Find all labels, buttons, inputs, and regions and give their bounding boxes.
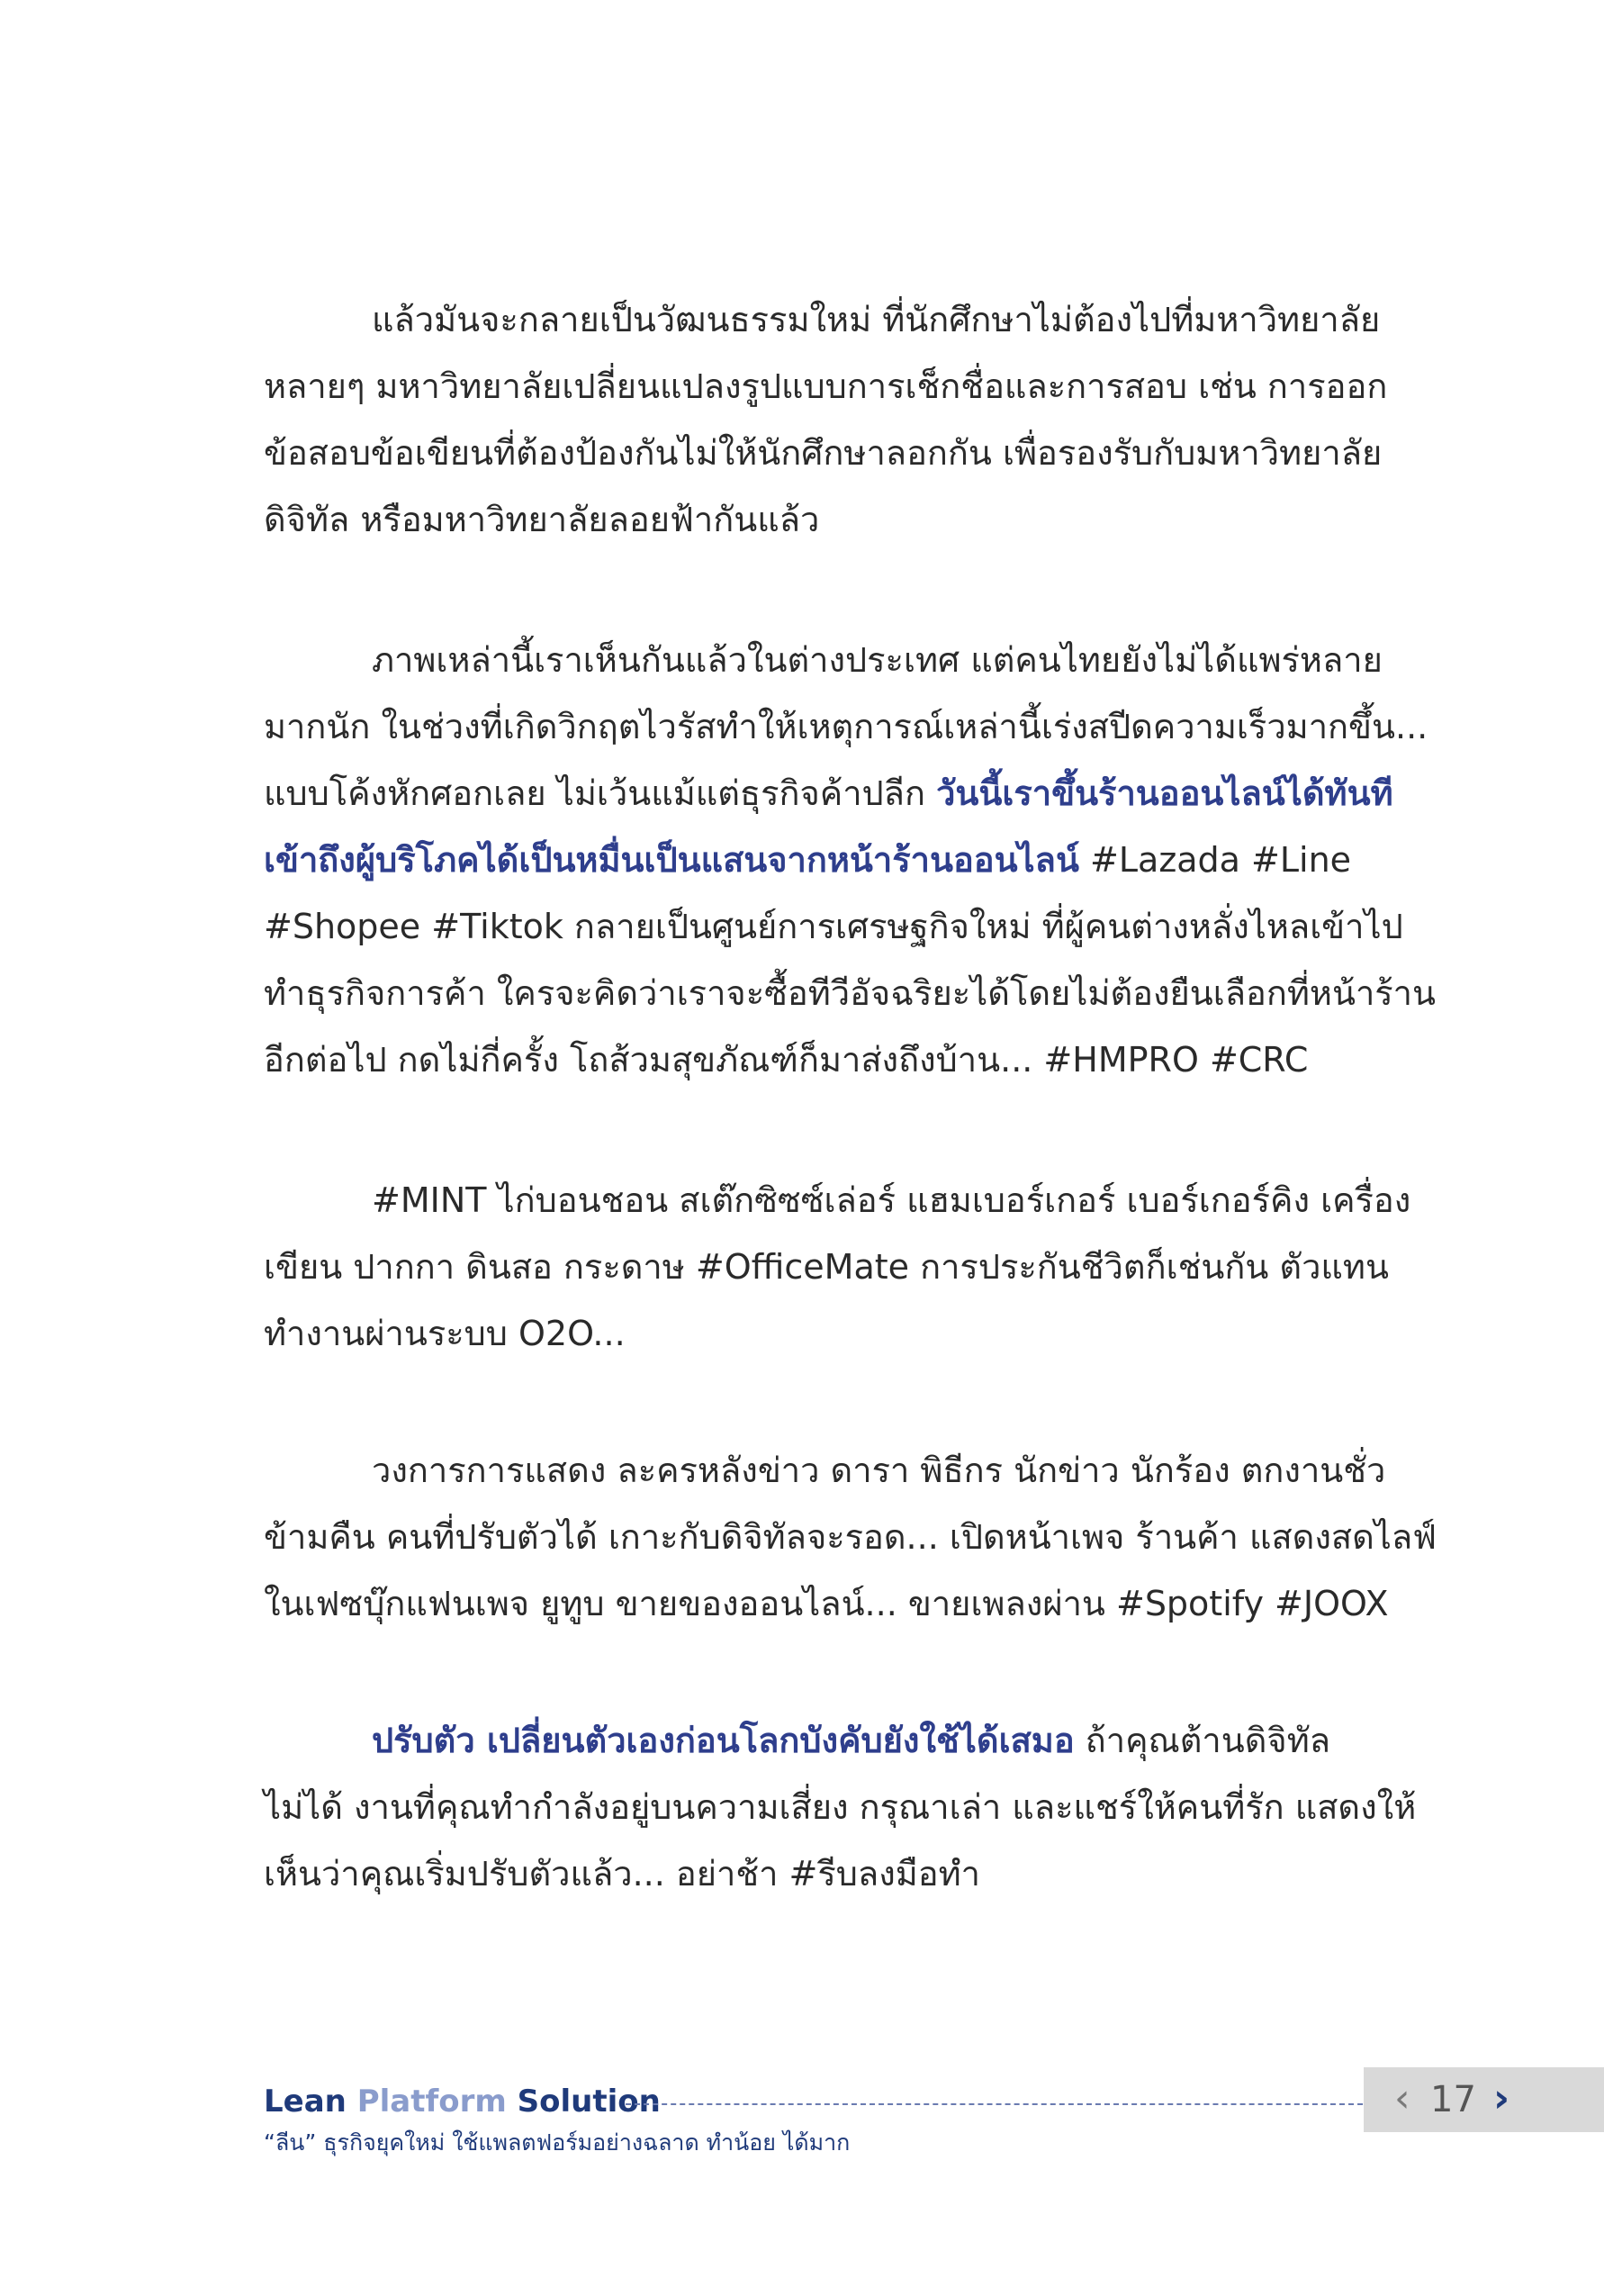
page-footer (264, 2067, 1604, 2157)
text-line: ข้ามคืน คนที่ปรับตัวได้ เกาะกับดิจิทัลจะรอด... เปิดหน้าเพจ ร้านค้า แสดงสดไลฟ์ (264, 1517, 1437, 1557)
brand-title (264, 2084, 661, 2120)
text-line: เขียน ปากกา ดินสอ กระดาษ #OfficeMate การประกันชีวิตก็เช่นกัน ตัวแทน (264, 1247, 1389, 1287)
paragraph-3 (264, 1167, 1410, 1367)
paragraph-1 (264, 286, 1387, 553)
text-line: ดิจิทัล หรือมหาวิทยาลัยลอยฟ้ากันแล้ว (264, 500, 820, 539)
chevron-left-icon[interactable]: ‹ (1394, 2075, 1410, 2121)
text-line (264, 760, 1436, 827)
chevron-right-icon[interactable]: › (1493, 2075, 1510, 2121)
text-line: มากนัก ในช่วงที่เกิดวิกฤตไวรัสทำให้เหตุการณ์เหล่านี้เร่งสปีดความเร็วมากขึ้น... (264, 707, 1428, 746)
page-navigator (1364, 2067, 1604, 2132)
paragraph-2 (264, 627, 1436, 1093)
text-line: ไม่ได้ งานที่คุณทำกำลังอยู่บนความเสี่ยง กรุณาเล่า และแชร์ให้คนที่รัก แสดงให้ (264, 1787, 1417, 1827)
text-line: ในเฟซบุ๊กแฟนเพจ ยูทูบ ขายของออนไลน์... ขายเพลงผ่าน #Spotify #JOOX (264, 1584, 1389, 1623)
text-line: #Shopee #Tiktok กลายเป็นศูนย์การเศรษฐกิจใหม่ ที่ผู้คนต่างหลั่งไหลเข้าไป (264, 907, 1403, 946)
text-line: ภาพเหล่านี้เราเห็นกันแล้วในต่างประเทศ แต่คนไทยยังไม่ได้แพร่หลาย (372, 640, 1383, 680)
text-segment: ถ้าคุณต้านดิจิทัล (1074, 1721, 1331, 1760)
text-line: ทำงานผ่านระบบ O2O... (264, 1314, 626, 1353)
text-line (264, 827, 1436, 893)
page-number: 17 (1430, 2079, 1476, 2120)
text-segment: #Lazada #Line (1078, 840, 1352, 880)
paragraph-4 (264, 1437, 1437, 1637)
brand-word-platform: Platform (356, 2084, 518, 2120)
text-line: เห็นว่าคุณเริ่มปรับตัวแล้ว... อย่าช้า #รีบลงมือทำ (264, 1854, 981, 1894)
emphasis-text: วันนี้เราขึ้นร้านออนไลน์ได้ทันที (936, 773, 1393, 813)
brand-tagline: “ลีน” ธุรกิจยุคใหม่ ใช้แพลตฟอร์มอย่างฉลาด ทำน้อย ได้มาก (264, 2129, 851, 2156)
text-line: #MINT ไก่บอนชอน สเต๊กซิซซ์เล่อร์ แฮมเบอร์เกอร์ เบอร์เกอร์คิง เครื่อง (372, 1180, 1411, 1220)
text-line: แล้วมันจะกลายเป็นวัฒนธรรมใหม่ ที่นักศึกษาไม่ต้องไปที่มหาวิทยาลัย (372, 300, 1381, 339)
brand-word-lean: Lean (264, 2084, 357, 2120)
text-line: อีกต่อไป กดไม่กี่ครั้ง โถส้วมสุขภัณฑ์ก็มาส่งถึงบ้าน... #HMPRO #CRC (264, 1040, 1309, 1080)
emphasis-text: ปรับตัว เปลี่ยนตัวเองก่อนโลกบังคับยังใช้ได้เสมอ (372, 1721, 1075, 1760)
paragraph-5 (264, 1707, 1416, 1907)
text-line: ทำธุรกิจการค้า ใครจะคิดว่าเราจะซื้อทีวีอัจฉริยะได้โดยไม่ต้องยืนเลือกที่หน้าร้าน (264, 973, 1437, 1013)
emphasis-text: เข้าถึงผู้บริโภคได้เป็นหมื่นเป็นแสนจากหน้าร้านออนไลน์ (264, 840, 1079, 880)
text-line: วงการการแสดง ละครหลังข่าว ดารา พิธีกร นักข่าว นักร้อง ตกงานชั่ว (372, 1451, 1386, 1490)
brand-word-solution: Solution (517, 2084, 661, 2120)
text-segment: แบบโค้งหักศอกเลย ไม่เว้นแม้แต่ธุรกิจค้าปลีก (264, 773, 937, 813)
text-line: ข้อสอบข้อเขียนที่ต้องป้องกันไม่ให้นักศึกษาลอกกัน เพื่อรองรับกับมหาวิทยาลัย (264, 433, 1383, 473)
text-line: หลายๆ มหาวิทยาลัยเปลี่ยนแปลงรูปแบบการเช็กชื่อและการสอบ เช่น การออก (264, 366, 1388, 406)
text-line (264, 1707, 1416, 1774)
